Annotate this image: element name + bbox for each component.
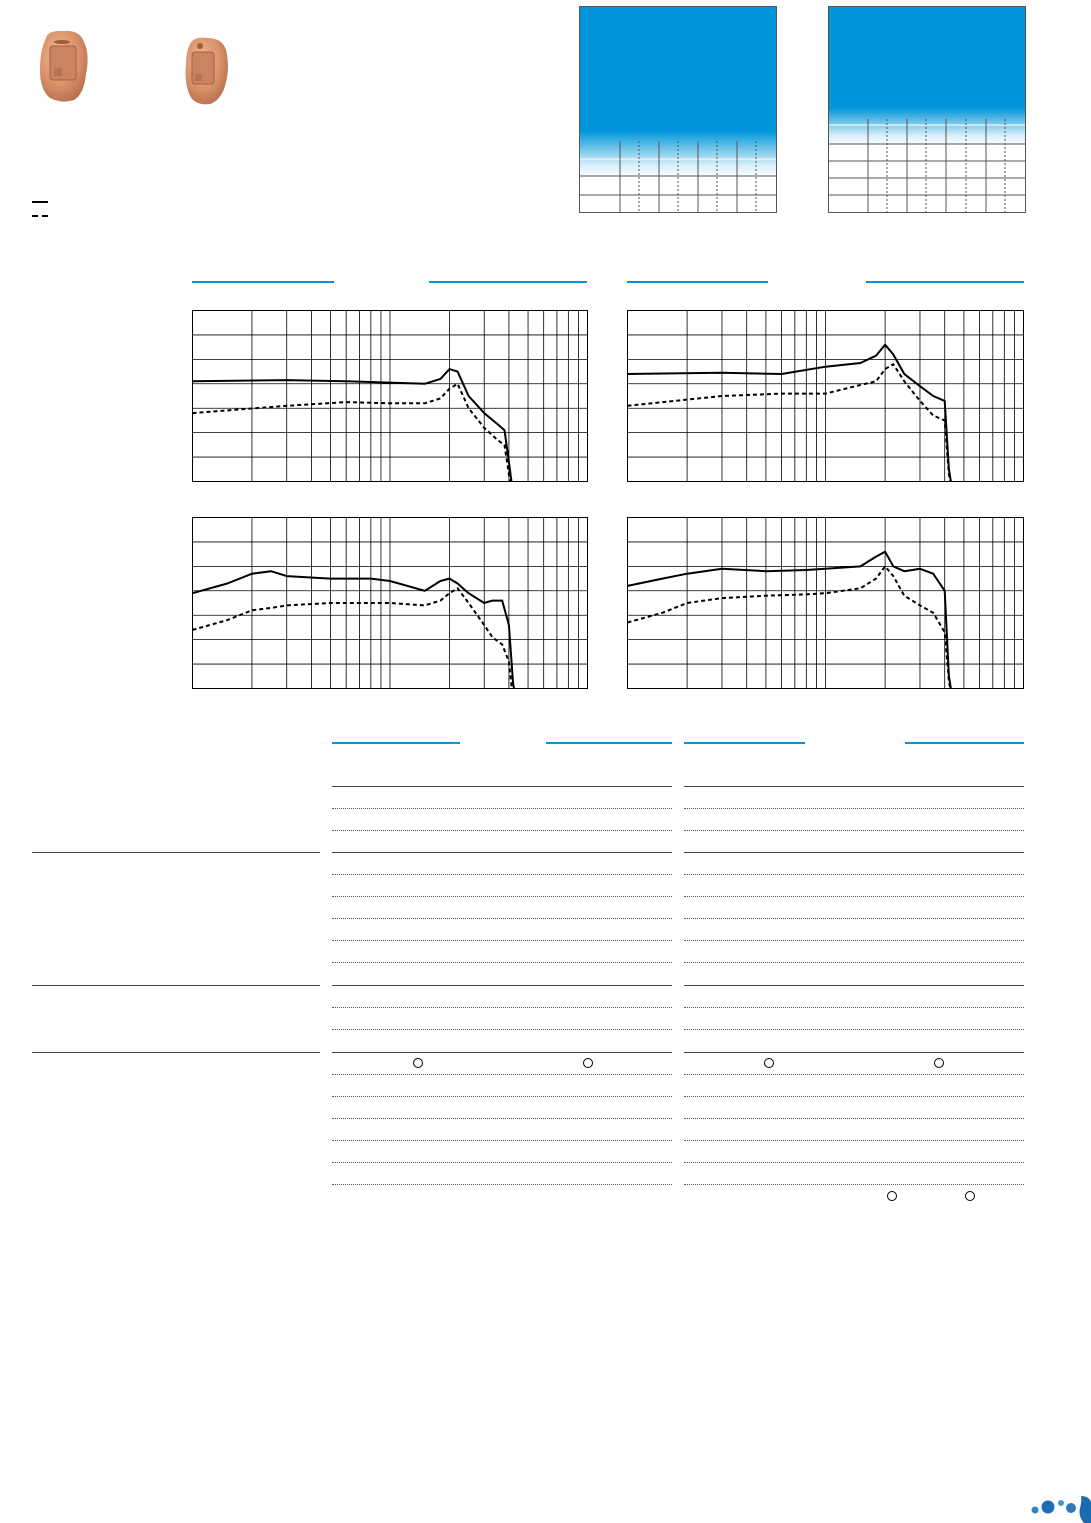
table-row-rule — [332, 962, 672, 963]
table-row-rule — [684, 985, 1024, 986]
table-row-rule — [684, 830, 1024, 831]
table-row-rule — [684, 1007, 1024, 1008]
table-row-rule — [684, 918, 1024, 919]
table-row-rule — [332, 1096, 672, 1097]
table-row-rule — [332, 808, 672, 809]
table-row-rule — [332, 1184, 672, 1185]
frequency-response-chart-4 — [627, 517, 1024, 689]
response-curve-dashed — [628, 364, 955, 482]
table-row-rule — [684, 874, 1024, 875]
spec-table-right — [828, 6, 1026, 213]
response-curve-solid — [628, 345, 955, 482]
table-row-rule — [684, 786, 1024, 787]
legend-solid-line — [32, 201, 48, 203]
table-header-rule — [905, 742, 1024, 744]
response-curve-solid — [193, 571, 520, 689]
hearing-aid-image-2 — [180, 36, 230, 106]
table-row-rule — [684, 962, 1024, 963]
table-row-rule — [332, 896, 672, 897]
table-row-rule — [332, 852, 672, 853]
table-row-rule — [332, 874, 672, 875]
response-curve-solid — [193, 369, 520, 482]
chart-header-rule — [429, 281, 587, 283]
table-row-rule — [332, 1140, 672, 1141]
option-radio[interactable] — [583, 1058, 593, 1068]
section-rule — [32, 985, 320, 986]
table-row-rule — [684, 1140, 1024, 1141]
chart-header-rule — [192, 281, 334, 283]
table-row-rule — [684, 1096, 1024, 1097]
response-curve-dashed — [193, 588, 520, 689]
table-row-rule — [684, 940, 1024, 941]
brand-logo — [1026, 1494, 1091, 1523]
option-radio[interactable] — [934, 1058, 944, 1068]
table-row-rule — [684, 1074, 1024, 1075]
option-radio[interactable] — [413, 1058, 423, 1068]
table-row-rule — [332, 1118, 672, 1119]
table-row-rule — [332, 786, 672, 787]
option-radio[interactable] — [965, 1191, 975, 1201]
table-row-rule — [332, 985, 672, 986]
spec-table-left — [579, 6, 777, 213]
table-row-rule — [332, 918, 672, 919]
table-row-rule — [332, 1052, 672, 1053]
table-header-rule — [546, 742, 672, 744]
chart-header-rule — [627, 281, 768, 283]
table-row-rule — [684, 1118, 1024, 1119]
option-radio[interactable] — [887, 1191, 897, 1201]
table-row-rule — [332, 1007, 672, 1008]
table-row-rule — [684, 1162, 1024, 1163]
table-row-rule — [684, 1184, 1024, 1185]
table-row-rule — [332, 1029, 672, 1030]
table-row-rule — [684, 896, 1024, 897]
table-row-rule — [332, 1074, 672, 1075]
table-row-rule — [332, 940, 672, 941]
frequency-response-chart-1 — [192, 310, 588, 482]
table-header-rule — [684, 742, 805, 744]
frequency-response-chart-2 — [627, 310, 1024, 482]
response-curve-solid — [628, 552, 955, 689]
table-row-rule — [684, 852, 1024, 853]
response-curve-dashed — [628, 566, 955, 689]
section-rule — [32, 852, 320, 853]
table-row-rule — [332, 1162, 672, 1163]
legend-dashed-line — [32, 215, 48, 217]
hearing-aid-image-1 — [36, 28, 92, 104]
chart-header-rule — [866, 281, 1024, 283]
section-rule — [32, 1052, 320, 1053]
frequency-response-chart-3 — [192, 517, 588, 689]
option-radio[interactable] — [764, 1058, 774, 1068]
table-row-rule — [684, 808, 1024, 809]
table-row-rule — [684, 1029, 1024, 1030]
table-header-rule — [332, 742, 460, 744]
table-row-rule — [332, 830, 672, 831]
table-row-rule — [684, 1052, 1024, 1053]
